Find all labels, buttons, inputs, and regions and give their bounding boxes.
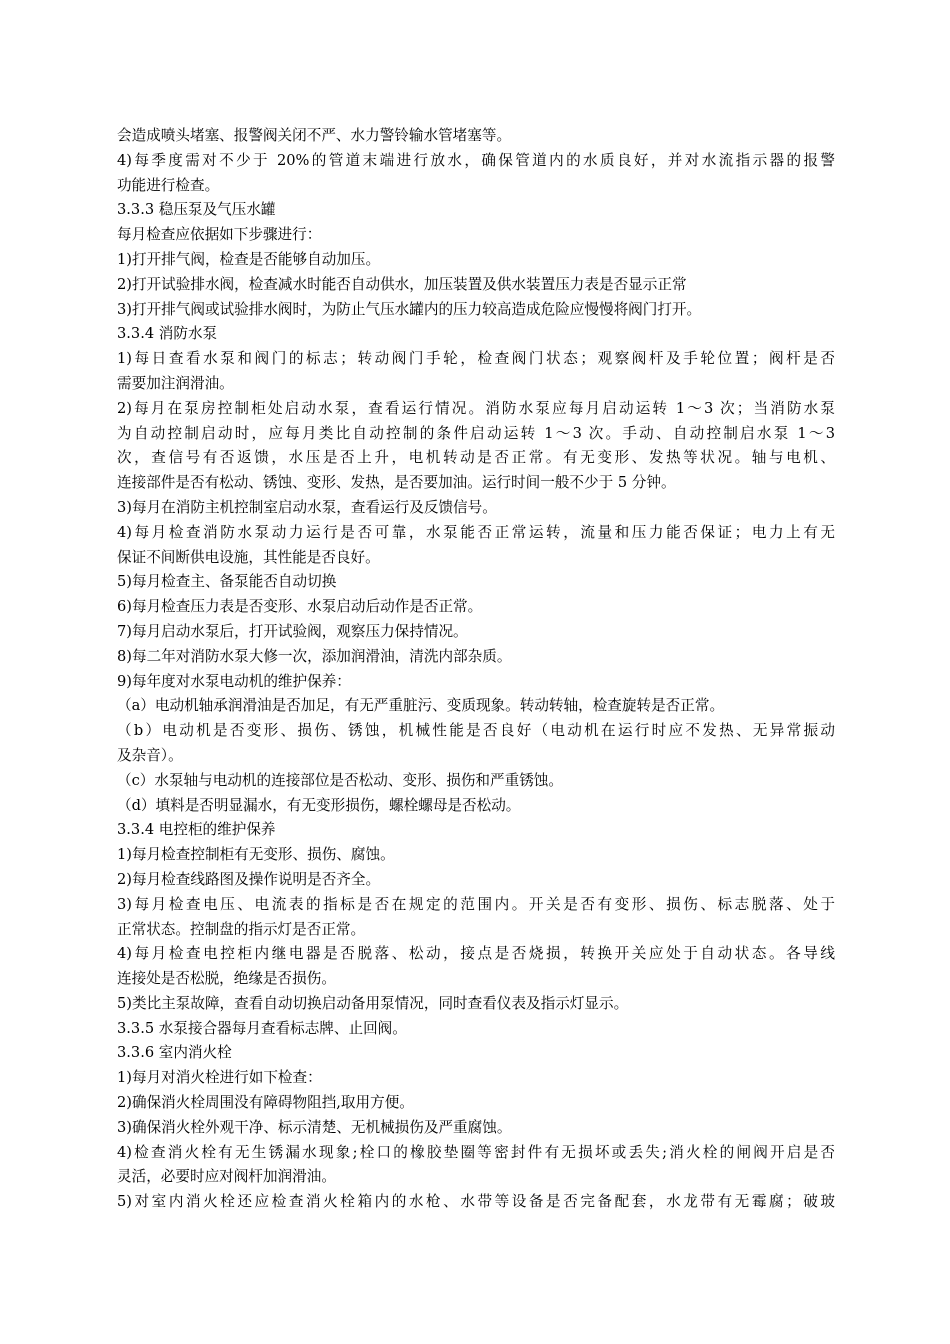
text-line: 1)每日查看水泵和阀门的标志；转动阀门手轮，检查阀门状态；观察阀杆及手轮位置；阀杆是否	[117, 350, 835, 368]
text-line: 3.3.3 稳压泵及气压水罐	[117, 201, 276, 219]
text-line: 2)每月在泵房控制柜处启动水泵，查看运行情况。消防水泵应每月启动运转 1～3 次；当消防水泵	[117, 399, 835, 417]
text-line: 3.3.5 水泵接合器每月查看标志牌、止回阀。	[117, 1019, 407, 1037]
text-line: 1)每月对消火栓进行如下检查：	[117, 1069, 322, 1087]
text-line: （c）水泵轴与电动机的连接部位是否松动、变形、损伤和严重锈蚀。	[117, 771, 563, 789]
text-line: 3)每月检查电压、电流表的指标是否在规定的范围内。开关是否有变形、损伤、标志脱落、处于	[117, 895, 835, 913]
text-line: 6)每月检查压力表是否变形、水泵启动后动作是否正常。	[117, 598, 483, 616]
text-line: （d）填料是否明显漏水，有无变形损伤，螺栓螺母是否松动。	[117, 796, 521, 814]
text-line: 3.3.6 室内消火栓	[117, 1044, 232, 1062]
text-line: 5)对室内消火栓还应检查消火栓箱内的水枪、水带等设备是否完备配套，水龙带有无霉腐；破玻	[117, 1193, 835, 1211]
text-line: 5)每月检查主、备泵能否自动切换	[117, 573, 337, 591]
text-line: 每月检查应依据如下步骤进行：	[117, 226, 322, 244]
text-line: （a）电动机轴承润滑油是否加足，有无严重脏污、变质现象。转动转轴，检查旋转是否正常。	[117, 697, 725, 715]
text-line: 会造成喷头堵塞、报警阀关闭不严、水力警铃输水管堵塞等。	[117, 127, 512, 144]
text-line: 3.3.4 消防水泵	[117, 325, 218, 343]
text-line: 3)每月在消防主机控制室启动水泵，查看运行及反馈信号。	[117, 498, 497, 516]
text-line: 5)类比主泵故障，查看自动切换启动备用泵情况，同时查看仪表及指示灯显示。	[117, 994, 629, 1012]
text-line: 次，查信号有否返馈，水压是否上升，电机转动是否正常。有无变形、发热等状况。轴与电机、	[117, 449, 835, 467]
text-line: 4)每月检查消防水泵动力运行是否可靠，水泵能否正常运转，流量和压力能否保证；电力上有无	[117, 523, 835, 541]
text-line: 2)确保消火栓周围没有障碍物阻挡,取用方便。	[117, 1094, 414, 1112]
text-line: 2)打开试验排水阀，检查减水时能否自动供水，加压装置及供水装置压力表是否显示正常	[117, 275, 687, 293]
text-line: 功能进行检查。	[117, 176, 220, 194]
text-line: 连接部件是否有松动、锈蚀、变形、发热，是否要加油。运行时间一般不少于 5 分钟。	[117, 474, 676, 492]
text-line: 3)打开排气阀或试验排水阀时，为防止气压水罐内的压力较高造成危险应慢慢将阀门打开。	[117, 300, 702, 318]
document-body	[117, 124, 835, 1215]
text-line: 3)确保消火栓外观干净、标示清楚、无机械损伤及严重腐蚀。	[117, 1118, 512, 1136]
text-line: 1)每月检查控制柜有无变形、损伤、腐蚀。	[117, 846, 395, 864]
text-line: 为自动控制启动时，应每月类比自动控制的条件启动运转 1～3 次。手动、自动控制启水泵 1～3	[117, 424, 835, 442]
text-line: 连接处是否松脱，绝缘是否损伤。	[117, 970, 336, 988]
text-line: 及杂音）。	[117, 746, 183, 764]
text-line: 4)每季度需对不少于 20%的管道末端进行放水，确保管道内的水质良好，并对水流指示器的报警	[117, 151, 835, 169]
text-line: （b）电动机是否变形、损伤、锈蚀，机械性能是否良好（电动机在运行时应不发热、无异常振动	[117, 722, 835, 740]
text-line: 4)检查消火栓有无生锈漏水现象;栓口的橡胶垫圈等密封件有无损坏或丢失;消火栓的闸阀开启是否	[117, 1143, 835, 1161]
text-line: 8)每二年对消防水泵大修一次，添加润滑油，清洗内部杂质。	[117, 647, 512, 665]
text-line: 需要加注润滑油。	[117, 374, 234, 392]
text-line: 灵活，必要时应对阀杆加润滑油。	[117, 1168, 336, 1186]
text-line: 9)每年度对水泵电动机的维护保养：	[117, 672, 351, 690]
text-line: 3.3.4 电控柜的维护保养	[117, 821, 276, 839]
text-line: 2)每月检查线路图及操作说明是否齐全。	[117, 870, 381, 888]
text-line: 4)每月检查电控柜内继电器是否脱落、松动，接点是否烧损，转换开关应处于自动状态。各导线	[117, 945, 835, 963]
text-line: 7)每月启动水泵后，打开试验阀，观察压力保持情况。	[117, 622, 468, 640]
text-line: 1)打开排气阀，检查是否能够自动加压。	[117, 250, 381, 268]
text-line: 正常状态。控制盘的指示灯是否正常。	[117, 920, 366, 938]
text-line: 保证不间断供电设施，其性能是否良好。	[117, 548, 380, 566]
